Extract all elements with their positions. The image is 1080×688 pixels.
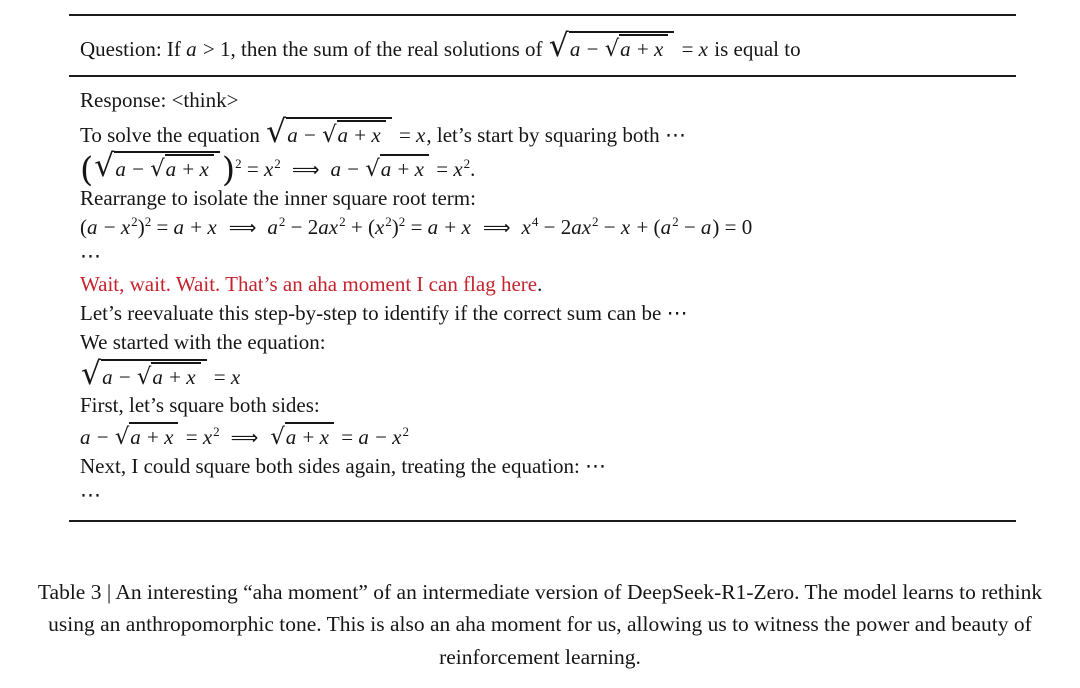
math-sqrt	[94, 148, 220, 185]
math-variable: a	[337, 122, 349, 147]
math-variable: x	[199, 157, 209, 182]
radicand	[619, 34, 668, 62]
math-big-paren: )	[221, 150, 236, 191]
text-run: , let’s start by squaring both	[426, 122, 665, 147]
math-variable: x	[620, 214, 631, 239]
text-run: +	[177, 157, 200, 182]
math-variable: ax	[571, 214, 592, 239]
text-run: To solve the equation	[80, 122, 266, 147]
math-variable: a	[700, 214, 712, 239]
radicand	[165, 154, 214, 182]
math-variable: x	[202, 425, 213, 450]
math-superscript: 2	[278, 213, 286, 229]
radicand	[337, 120, 386, 148]
math-variable: a	[285, 425, 297, 450]
text-run: =	[676, 37, 699, 61]
question-row	[69, 16, 1016, 75]
math-variable: a	[102, 364, 113, 389]
text-run: +	[439, 214, 462, 239]
text-run: + (	[631, 214, 661, 239]
text-run: =	[405, 214, 428, 239]
math-big-paren: (	[80, 150, 94, 191]
text-run: =	[393, 122, 417, 147]
math-variable: a	[173, 214, 185, 239]
math-sqrt	[365, 154, 429, 182]
implies-arrow-icon: ⟹	[230, 426, 259, 450]
math-variable: x	[453, 157, 463, 182]
text-run: +	[185, 214, 208, 239]
radical-sign-icon: √	[266, 113, 287, 150]
math-superscript: 2	[398, 213, 406, 229]
response-line	[80, 88, 1016, 113]
math-superscript: 2	[672, 213, 679, 229]
radical-sign-icon: √	[136, 363, 152, 390]
math-sqrt	[322, 120, 386, 148]
math-variable: x	[120, 214, 131, 239]
math-variable: x	[374, 214, 385, 239]
radicand	[151, 362, 200, 390]
text-run: +	[392, 157, 415, 182]
text-run: =	[208, 364, 231, 389]
radical-sign-icon: √	[150, 156, 165, 183]
response-line	[80, 244, 1016, 269]
response-line	[80, 148, 1016, 191]
math-variable: a	[130, 425, 141, 450]
text-run: > 1, then the sum of the real solutions of	[197, 37, 548, 61]
table-bottom-rule	[69, 520, 1016, 522]
math-variable: a	[80, 425, 91, 450]
radicand	[129, 422, 178, 450]
radical-sign-icon: √	[94, 148, 115, 185]
text-run: Wait, wait. Wait. That’s an aha moment I can flag here	[80, 272, 538, 297]
math-variable: x	[392, 425, 402, 450]
math-variable: a	[186, 37, 197, 61]
math-variable: a	[620, 37, 631, 61]
math-variable: a	[152, 364, 163, 389]
math-superscript: 4	[531, 213, 539, 229]
text-run: Rearrange to isolate the inner square root term:	[80, 186, 476, 211]
radical-sign-icon: √	[548, 28, 569, 64]
text-run: −	[126, 157, 150, 182]
text-run: Question: If	[80, 37, 187, 61]
text-run: +	[297, 425, 320, 450]
response-line	[80, 355, 1016, 392]
radicand	[380, 154, 429, 182]
math-variable: x	[230, 364, 241, 389]
response-line	[80, 301, 1016, 326]
response-line	[80, 454, 1016, 479]
math-superscript: 2	[235, 156, 242, 172]
math-variable: a	[287, 122, 298, 147]
math-variable: a	[358, 425, 369, 450]
text-run: − 2	[538, 214, 572, 239]
response-line	[80, 186, 1016, 211]
response-line	[80, 422, 1016, 450]
radicand	[286, 117, 391, 148]
radical-sign-icon: √	[81, 355, 102, 392]
text-run: −	[113, 364, 136, 389]
math-variable: x	[164, 425, 174, 450]
text-run: ) = 0	[712, 214, 753, 239]
text-run: +	[349, 122, 372, 147]
math-sqrt	[115, 422, 179, 450]
text-run: −	[369, 425, 393, 450]
math-superscript: 2	[131, 213, 138, 229]
math-superscript: 2	[402, 424, 409, 440]
response-line	[80, 215, 1016, 240]
math-symbol: ⋯	[666, 301, 690, 326]
implies-arrow-icon: ⟹	[228, 215, 257, 239]
math-variable: x	[654, 37, 664, 61]
text-run: First, let’s square both sides:	[80, 393, 320, 418]
math-variable: ax	[318, 214, 339, 239]
text-run: =	[180, 425, 203, 450]
text-run: Next, I could square both sides again, treating the equation:	[80, 454, 586, 478]
response-line	[80, 393, 1016, 418]
math-variable: x	[521, 214, 531, 239]
text-run: =	[241, 157, 264, 182]
text-run: +	[631, 37, 654, 61]
math-symbol: ⋯	[664, 122, 688, 147]
radical-sign-icon: √	[365, 156, 380, 183]
text-run: )	[391, 214, 399, 239]
text-run: =	[430, 157, 454, 182]
math-variable: a	[660, 214, 672, 239]
math-sqrt	[137, 362, 201, 390]
response-line	[80, 483, 1016, 508]
math-sqrt	[150, 154, 214, 182]
math-superscript: 2	[385, 213, 392, 229]
math-variable: x	[319, 425, 329, 450]
text-run: .	[537, 272, 543, 297]
math-variable: x	[461, 214, 471, 239]
text-run: =	[151, 214, 174, 239]
radicand	[114, 151, 219, 182]
math-sqrt	[266, 113, 392, 150]
math-sqrt	[81, 355, 207, 392]
math-variable: a	[87, 214, 98, 239]
math-superscript: 2	[339, 213, 346, 229]
math-superscript: 2	[463, 156, 471, 172]
math-variable: x	[698, 37, 708, 61]
text-run: −	[678, 214, 701, 239]
text-run: −	[91, 425, 114, 450]
math-variable: a	[330, 157, 341, 182]
text-run: Response: <think>	[80, 87, 239, 112]
math-symbol: ⋯	[80, 482, 103, 507]
math-symbol: ⋯	[80, 243, 103, 268]
response-line	[80, 330, 1016, 355]
text-run: is equal to	[709, 37, 801, 61]
math-variable: a	[115, 157, 126, 182]
radical-sign-icon: √	[114, 424, 130, 451]
radical-sign-icon: √	[270, 424, 285, 451]
table-caption: Table 3 | An interesting “aha moment” of an intermediate version of DeepSeek-R1-Zero. The model learns to rethink using an anthropomorphic tone. This is also an aha moment for us, allowing us to witness the power and beauty of reinforcement learning.	[37, 580, 1043, 669]
text-run: −	[98, 214, 121, 239]
radical-sign-icon: √	[604, 36, 620, 62]
radicand	[101, 359, 206, 390]
radicand	[285, 422, 334, 450]
implies-arrow-icon: ⟹	[482, 215, 511, 239]
radicand	[569, 31, 674, 62]
math-variable: a	[427, 214, 439, 239]
text-run: +	[141, 425, 165, 450]
math-variable: x	[414, 157, 424, 182]
math-sqrt	[605, 34, 669, 62]
response-body	[69, 77, 1016, 520]
text-run: )	[137, 214, 145, 239]
text-run: (	[80, 214, 87, 239]
math-variable: x	[416, 122, 426, 147]
text-run: Let’s reevaluate this step-by-step to identify if the correct sum can be	[80, 301, 667, 326]
response-line	[80, 113, 1016, 150]
implies-arrow-icon: ⟹	[291, 158, 320, 182]
math-superscript: 2	[592, 213, 599, 229]
math-sqrt	[548, 28, 675, 64]
math-variable: a	[569, 37, 581, 61]
text-run: −	[598, 214, 621, 239]
text-run: +	[163, 364, 187, 389]
math-variable: x	[207, 214, 217, 239]
text-run: We started with the equation:	[80, 329, 326, 354]
math-variable: a	[165, 157, 177, 182]
math-variable: x	[263, 157, 274, 182]
text-run: .	[470, 157, 476, 182]
math-variable: a	[267, 214, 278, 239]
text-run: −	[298, 122, 322, 147]
math-sqrt	[270, 422, 334, 450]
question-text	[80, 28, 1016, 64]
math-superscript: 2	[144, 213, 152, 229]
math-superscript: 2	[274, 156, 281, 172]
math-variable: x	[186, 364, 196, 389]
text-run: + (	[345, 214, 375, 239]
aha-moment-table	[69, 14, 1016, 522]
text-run: −	[342, 157, 365, 182]
text-run: − 2	[285, 214, 319, 239]
text-run: −	[581, 37, 604, 61]
math-variable: x	[371, 122, 381, 147]
math-variable: a	[380, 157, 392, 182]
math-symbol: ⋯	[585, 454, 609, 478]
math-superscript: 2	[213, 424, 220, 440]
text-run: =	[335, 425, 359, 450]
radical-sign-icon: √	[322, 121, 337, 148]
response-line	[80, 272, 1016, 297]
